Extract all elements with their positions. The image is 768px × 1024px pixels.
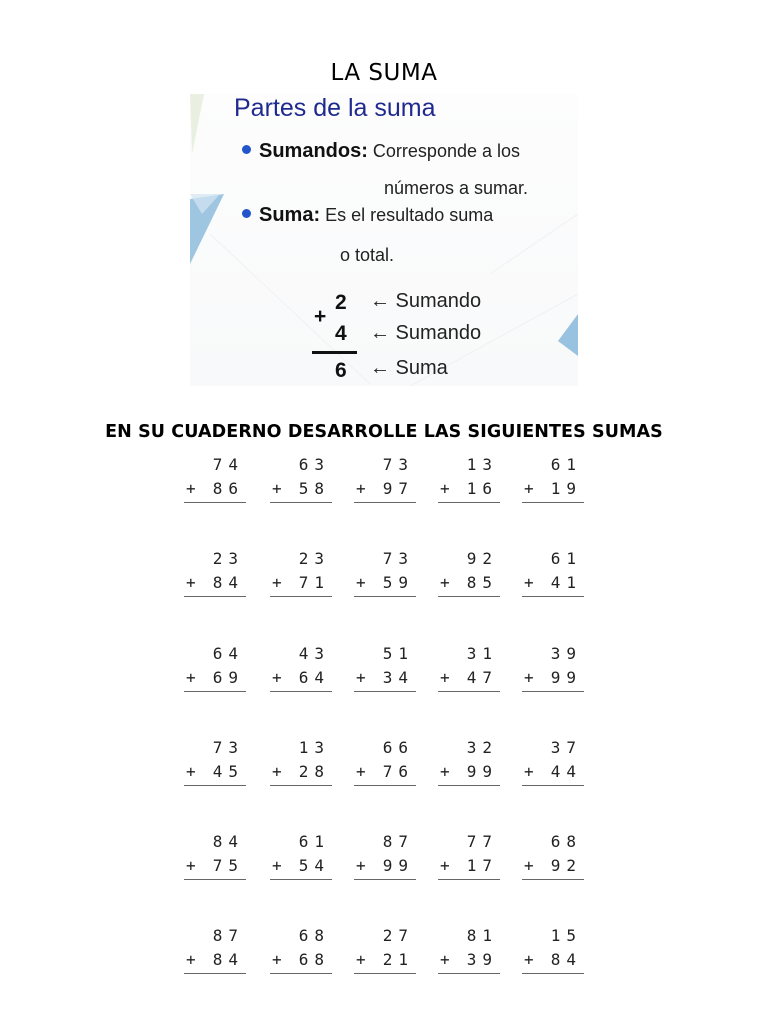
sumandos-definition — [242, 140, 520, 163]
bottom-row — [440, 573, 498, 592]
bottom-row — [186, 856, 244, 875]
bottom-row — [272, 479, 330, 498]
bottom-row — [356, 668, 414, 687]
example-label-sumando-2: ← Sumando — [370, 322, 482, 344]
addition-problem — [268, 926, 332, 986]
bottom-row — [186, 950, 244, 969]
bottom-row — [356, 573, 414, 592]
top-addend: 23 — [212, 549, 244, 568]
example-addend-2: 4 — [335, 322, 347, 345]
bottom-addend: 41 — [550, 573, 582, 592]
sum-line — [184, 973, 246, 974]
bottom-row — [186, 479, 244, 498]
addition-problem — [520, 832, 584, 892]
top-addend: 13 — [298, 738, 330, 757]
bottom-addend: 34 — [382, 668, 414, 687]
bottom-row — [524, 762, 582, 781]
sum-line — [438, 691, 500, 692]
sum-line — [354, 973, 416, 974]
bottom-addend: 84 — [212, 573, 244, 592]
addition-problem — [268, 644, 332, 704]
addition-problem — [268, 738, 332, 798]
plus-sign: + — [272, 573, 282, 592]
plus-sign: + — [186, 762, 196, 781]
plus-sign: + — [186, 668, 196, 687]
bottom-addend: 97 — [382, 479, 414, 498]
bottom-row — [524, 668, 582, 687]
bottom-addend: 69 — [212, 668, 244, 687]
figure-heading: Partes de la suma — [234, 94, 436, 122]
top-addend: 13 — [466, 455, 498, 474]
bottom-addend: 84 — [550, 950, 582, 969]
plus-sign: + — [524, 762, 534, 781]
plus-sign: + — [186, 573, 196, 592]
sum-line — [438, 879, 500, 880]
bottom-row — [272, 762, 330, 781]
plus-sign: + — [356, 573, 366, 592]
bottom-addend: 58 — [298, 479, 330, 498]
bottom-row — [272, 950, 330, 969]
addition-problem — [268, 549, 332, 609]
sumandos-continuation: números a sumar. — [384, 178, 529, 198]
addition-problem — [182, 832, 246, 892]
plus-sign: + — [524, 950, 534, 969]
sum-line — [354, 691, 416, 692]
suma-continuation: o total. — [340, 245, 395, 265]
bottom-addend: 71 — [298, 573, 330, 592]
addition-problem — [182, 644, 246, 704]
plus-sign: + — [440, 479, 450, 498]
plus-sign: + — [440, 668, 450, 687]
plus-sign: + — [524, 479, 534, 498]
plus-sign: + — [524, 856, 534, 875]
bottom-row — [524, 856, 582, 875]
top-addend: 77 — [466, 832, 498, 851]
plus-sign: + — [272, 479, 282, 498]
bottom-addend: 19 — [550, 479, 582, 498]
top-addend: 61 — [298, 832, 330, 851]
bottom-row — [272, 856, 330, 875]
sum-line — [354, 502, 416, 503]
sum-line — [522, 973, 584, 974]
top-addend: 15 — [550, 926, 582, 945]
sum-line — [270, 502, 332, 503]
sum-line — [438, 973, 500, 974]
top-addend: 73 — [212, 738, 244, 757]
top-addend: 87 — [382, 832, 414, 851]
sum-line — [270, 691, 332, 692]
sum-line — [522, 879, 584, 880]
bottom-addend: 99 — [550, 668, 582, 687]
bottom-row — [524, 573, 582, 592]
bottom-row — [356, 479, 414, 498]
suma-definition — [242, 204, 493, 227]
plus-sign: + — [440, 762, 450, 781]
plus-sign: + — [356, 479, 366, 498]
top-addend: 31 — [466, 644, 498, 663]
sum-line — [522, 691, 584, 692]
sum-line — [354, 879, 416, 880]
page-title: LA SUMA — [330, 60, 438, 86]
bottom-row — [440, 668, 498, 687]
addition-problem — [182, 738, 246, 798]
top-addend: 68 — [550, 832, 582, 851]
plus-sign: + — [272, 856, 282, 875]
addition-problem — [352, 832, 416, 892]
parts-of-addition-figure — [190, 94, 578, 386]
addition-problem — [352, 738, 416, 798]
bullet-icon — [242, 145, 251, 154]
bottom-addend: 75 — [212, 856, 244, 875]
sum-line — [184, 879, 246, 880]
top-addend: 81 — [466, 926, 498, 945]
sum-line — [270, 596, 332, 597]
bottom-addend: 92 — [550, 856, 582, 875]
top-addend: 37 — [550, 738, 582, 757]
bottom-row — [186, 573, 244, 592]
bottom-row — [186, 668, 244, 687]
sum-line — [354, 785, 416, 786]
bottom-row — [272, 668, 330, 687]
bottom-row — [186, 762, 244, 781]
bottom-row — [356, 950, 414, 969]
plus-sign: + — [356, 668, 366, 687]
bottom-addend: 39 — [466, 950, 498, 969]
bottom-addend: 45 — [212, 762, 244, 781]
addition-problem — [436, 738, 500, 798]
bottom-addend: 68 — [298, 950, 330, 969]
top-addend: 84 — [212, 832, 244, 851]
top-addend: 66 — [382, 738, 414, 757]
top-addend: 43 — [298, 644, 330, 663]
addition-problem — [520, 738, 584, 798]
bottom-addend: 44 — [550, 762, 582, 781]
top-addend: 68 — [298, 926, 330, 945]
top-addend: 63 — [298, 455, 330, 474]
top-addend: 74 — [212, 455, 244, 474]
addition-problem — [182, 926, 246, 986]
bottom-row — [440, 856, 498, 875]
plus-sign: + — [272, 668, 282, 687]
addition-problem — [436, 549, 500, 609]
bottom-addend: 59 — [382, 573, 414, 592]
top-addend: 61 — [550, 549, 582, 568]
example-label-suma: ← Suma — [370, 357, 448, 379]
top-addend: 32 — [466, 738, 498, 757]
bottom-addend: 99 — [382, 856, 414, 875]
plus-sign: + — [272, 950, 282, 969]
addition-problem — [352, 644, 416, 704]
sum-line — [438, 502, 500, 503]
bottom-row — [272, 573, 330, 592]
exercise-instruction: EN SU CUADERNO DESARROLLE LAS SIGUIENTES SUMAS — [105, 422, 663, 442]
bottom-addend: 47 — [466, 668, 498, 687]
sum-line — [438, 785, 500, 786]
sumandos-text: Corresponde a los — [372, 141, 521, 161]
top-addend: 64 — [212, 644, 244, 663]
top-addend: 51 — [382, 644, 414, 663]
plus-sign: + — [356, 762, 366, 781]
plus-sign: + — [186, 950, 196, 969]
plus-sign: + — [524, 668, 534, 687]
sum-line — [522, 785, 584, 786]
sum-line — [354, 596, 416, 597]
top-addend: 92 — [466, 549, 498, 568]
top-addend: 87 — [212, 926, 244, 945]
bottom-row — [524, 950, 582, 969]
sum-line — [184, 691, 246, 692]
addition-problem — [520, 455, 584, 515]
bottom-row — [440, 479, 498, 498]
addition-problem — [352, 549, 416, 609]
example-result: 6 — [335, 359, 347, 382]
bottom-addend: 21 — [382, 950, 414, 969]
plus-sign: + — [272, 762, 282, 781]
suma-term: Suma: — [259, 204, 321, 226]
sum-line — [270, 973, 332, 974]
plus-sign: + — [186, 856, 196, 875]
plus-sign: + — [356, 856, 366, 875]
top-addend: 27 — [382, 926, 414, 945]
top-addend: 61 — [550, 455, 582, 474]
bottom-addend: 54 — [298, 856, 330, 875]
plus-sign: + — [356, 950, 366, 969]
example-label-sumando-1: ← Sumando — [370, 290, 482, 312]
top-addend: 73 — [382, 455, 414, 474]
sumandos-term: Sumandos: — [259, 140, 368, 162]
sum-line — [184, 502, 246, 503]
bottom-addend: 17 — [466, 856, 498, 875]
top-addend: 73 — [382, 549, 414, 568]
addition-problem — [436, 926, 500, 986]
suma-text: Es el resultado suma — [325, 205, 494, 225]
sum-line — [184, 596, 246, 597]
top-addend: 23 — [298, 549, 330, 568]
plus-sign: + — [440, 856, 450, 875]
addition-problem — [436, 455, 500, 515]
top-addend: 39 — [550, 644, 582, 663]
bottom-addend: 85 — [466, 573, 498, 592]
sum-line — [438, 596, 500, 597]
sum-line — [522, 596, 584, 597]
example-sum-line — [312, 351, 357, 354]
bottom-row — [440, 950, 498, 969]
bottom-addend: 84 — [212, 950, 244, 969]
plus-sign: + — [524, 573, 534, 592]
addition-problem — [436, 832, 500, 892]
sum-line — [270, 785, 332, 786]
addition-problem — [182, 549, 246, 609]
bottom-row — [356, 762, 414, 781]
bottom-addend: 99 — [466, 762, 498, 781]
addition-problem — [182, 455, 246, 515]
addition-problem — [520, 926, 584, 986]
addition-problem — [520, 644, 584, 704]
example-addend-1: 2 — [335, 291, 347, 314]
sum-line — [522, 502, 584, 503]
plus-sign: + — [186, 479, 196, 498]
bottom-addend: 28 — [298, 762, 330, 781]
bullet-icon — [242, 209, 251, 218]
addition-problem — [268, 455, 332, 515]
plus-sign: + — [440, 950, 450, 969]
addition-problem — [268, 832, 332, 892]
plus-sign: + — [440, 573, 450, 592]
sum-line — [184, 785, 246, 786]
bottom-row — [524, 479, 582, 498]
addition-problem — [352, 926, 416, 986]
sum-line — [270, 879, 332, 880]
bottom-addend: 16 — [466, 479, 498, 498]
addition-problem — [352, 455, 416, 515]
bottom-addend: 86 — [212, 479, 244, 498]
addition-problem — [436, 644, 500, 704]
addition-problem — [520, 549, 584, 609]
bottom-addend: 76 — [382, 762, 414, 781]
bottom-row — [440, 762, 498, 781]
example-plus-sign: + — [314, 305, 327, 328]
bottom-row — [356, 856, 414, 875]
bottom-addend: 64 — [298, 668, 330, 687]
